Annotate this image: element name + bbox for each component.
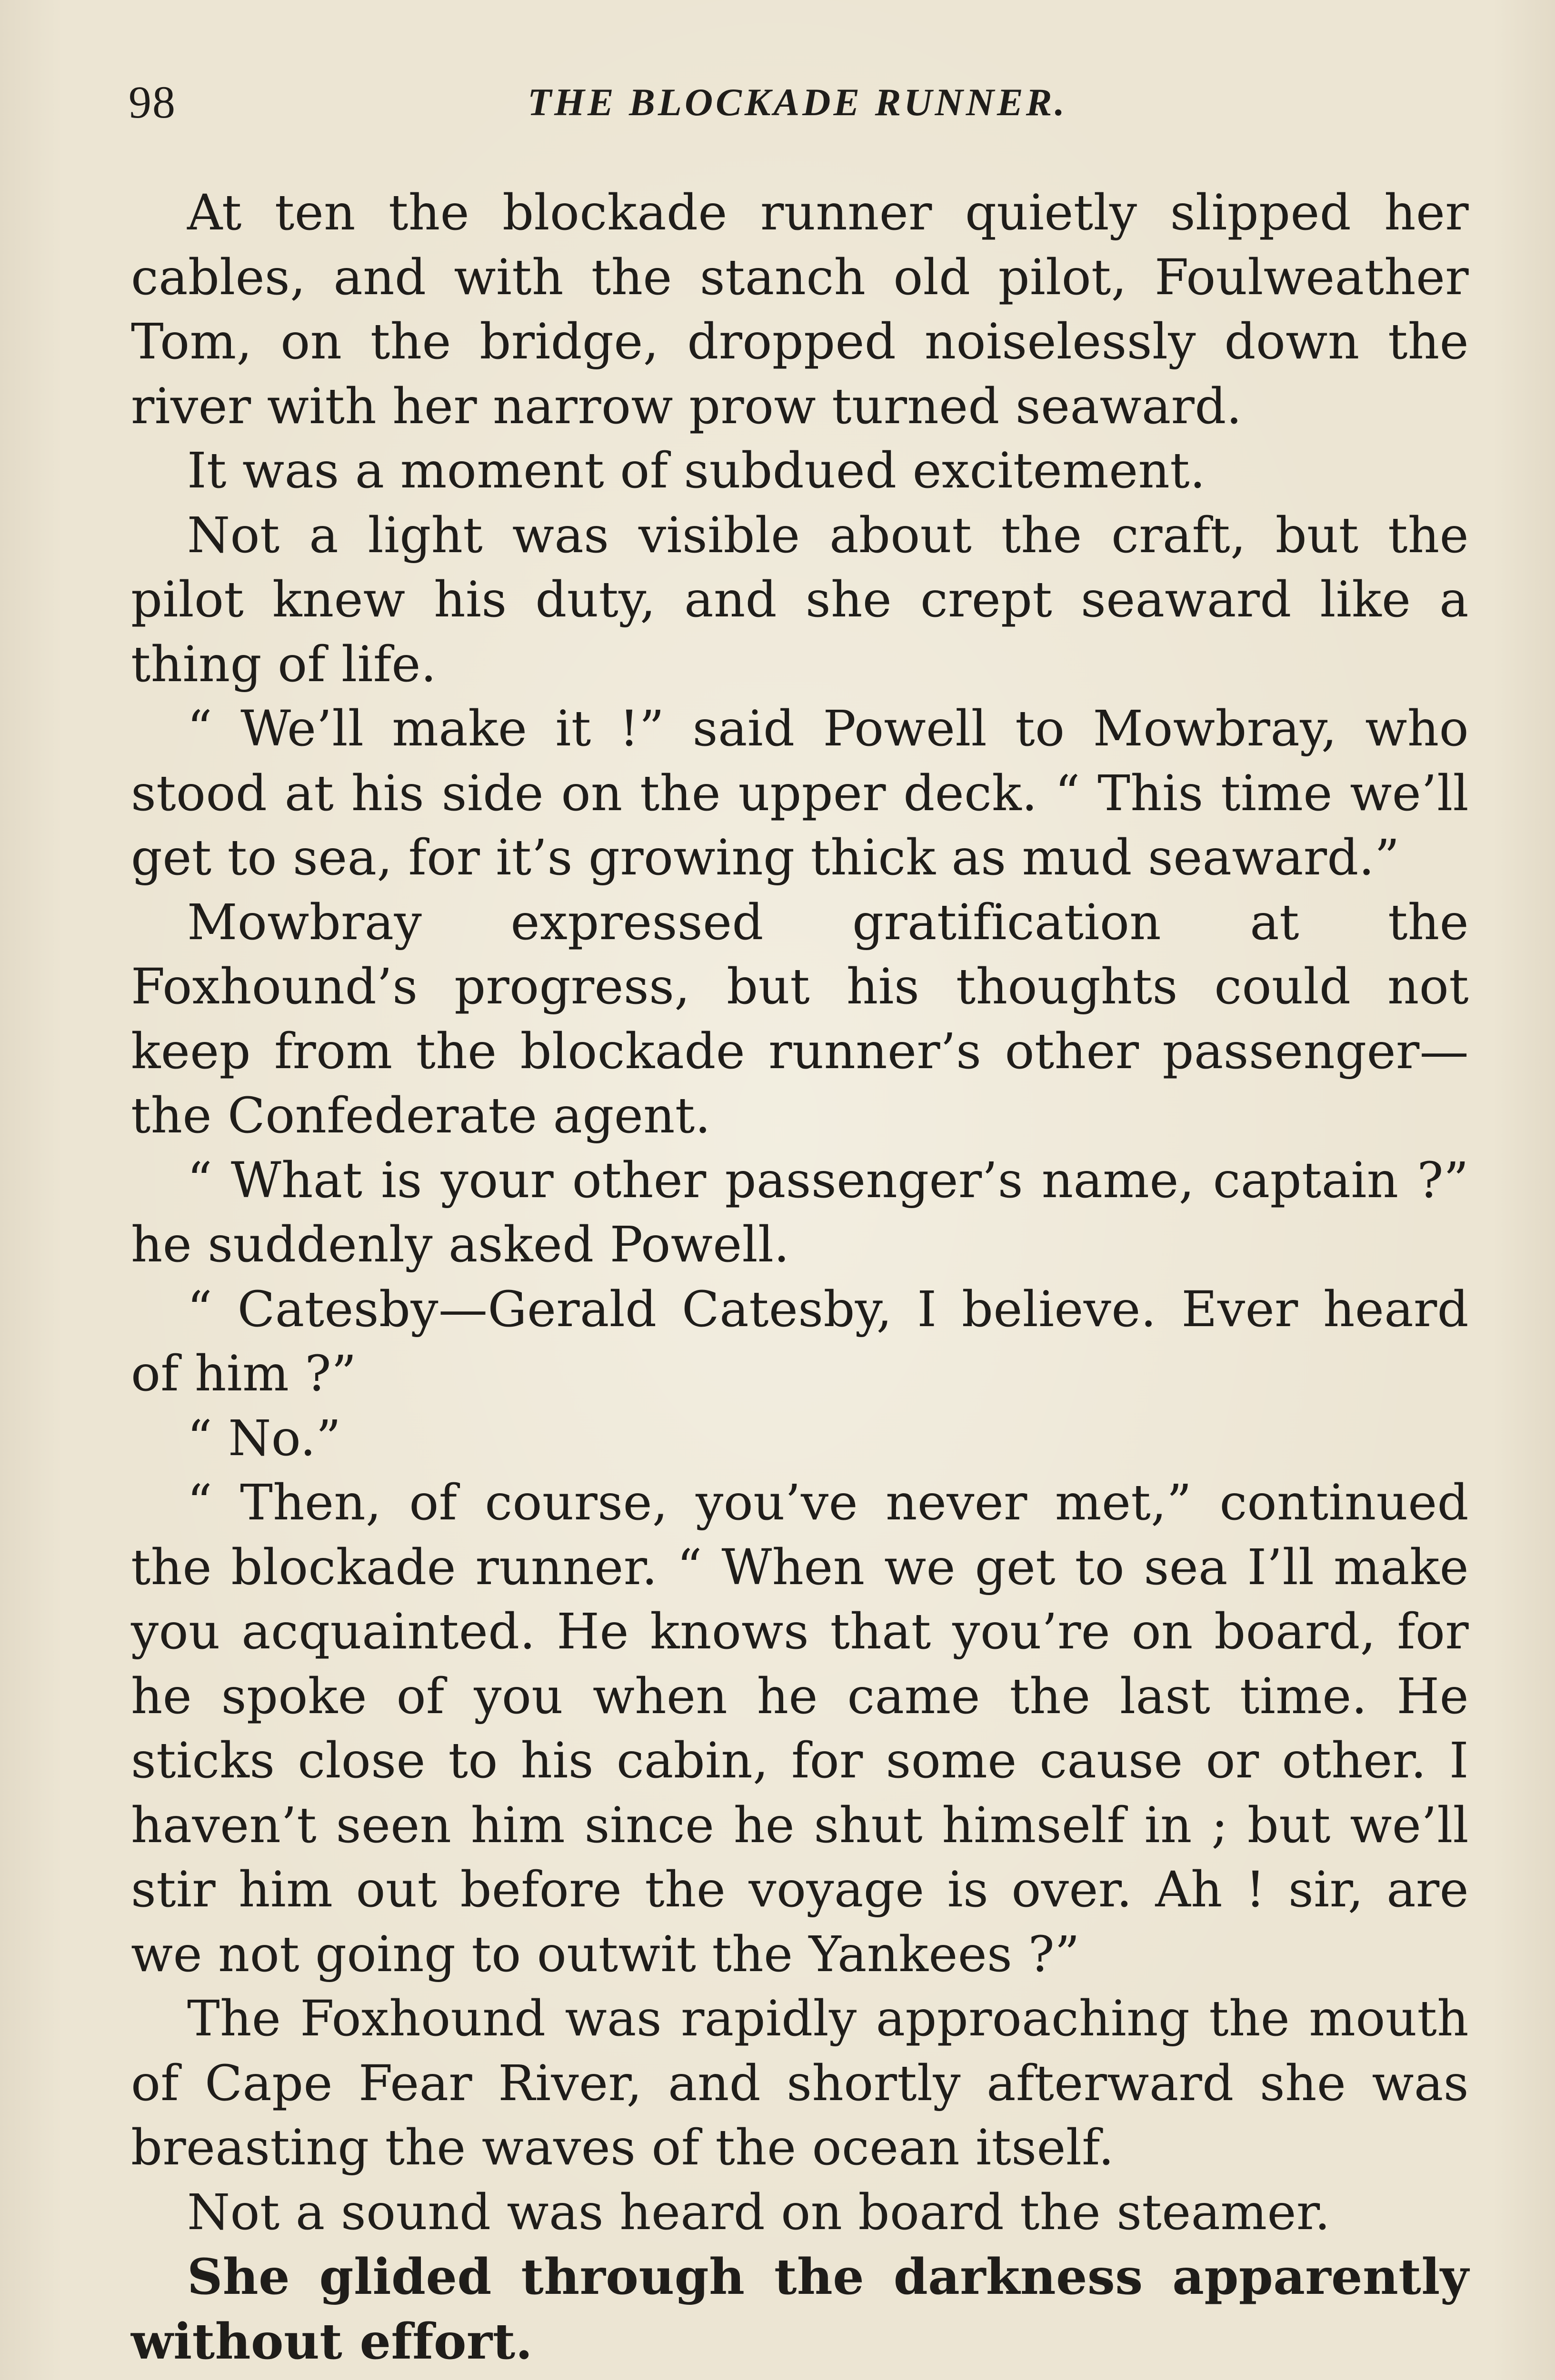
- page-number: 98: [129, 77, 176, 128]
- paragraph: Not a light was visible about the craft, but the pilot knew his duty, and she crept seaward like a thing of life.: [131, 506, 1469, 693]
- paragraph: “ Then, of course, you’ve never met,” continued the blockade runner. “ When we get to sea I’ll make you acquainted. He knows that you’re on board, for he spoke of you when he came the last time. He sticks close to his cabin, for some cause or other. I haven’t seen him since he shut himself in ; but we’ll stir him out before the voyage is over. Ah ! sir, are we not going to outwit the Yankees ?”: [131, 1474, 1469, 1983]
- paragraph: Mowbray expressed gratification at the Foxhound’s progress, but his thoughts could not keep from the blockade runner’s other passenger—the Confederate agent.: [131, 893, 1469, 1144]
- paragraph: Not a sound was heard on board the steamer.: [187, 2183, 1331, 2241]
- paragraph: “ What is your other passenger’s name, captain ?” he suddenly asked Powell.: [131, 1151, 1469, 1273]
- running-header: [129, 71, 1466, 133]
- body-text: [131, 181, 1469, 2374]
- paragraph: “ No.”: [187, 1409, 341, 1467]
- paragraph: It was a moment of subdued excitement.: [187, 442, 1206, 499]
- paragraph: “ We’ll make it !” said Powell to Mowbray, who stood at his side on the upper deck. “ This time we’ll get to sea, for it’s growing thick as mud seaward.”: [131, 700, 1469, 886]
- paragraph: At ten the blockade runner quietly slipped her cables, and with the stanch old pilot, Foulweather Tom, on the bridge, dropped noiselessly down the river with her narrow prow turned seaward.: [131, 184, 1469, 435]
- paragraph: “ Catesby—Gerald Catesby, I believe. Ever heard of him ?”: [131, 1280, 1469, 1402]
- running-title: THE BLOCKADE RUNNER.: [528, 80, 1067, 124]
- paragraph: The Foxhound was rapidly approaching the mouth of Cape Fear River, and shortly afterward she was breasting the waves of the ocean itself.: [131, 1990, 1469, 2176]
- paragraph: She glided through the darkness apparently without effort.: [131, 2248, 1469, 2370]
